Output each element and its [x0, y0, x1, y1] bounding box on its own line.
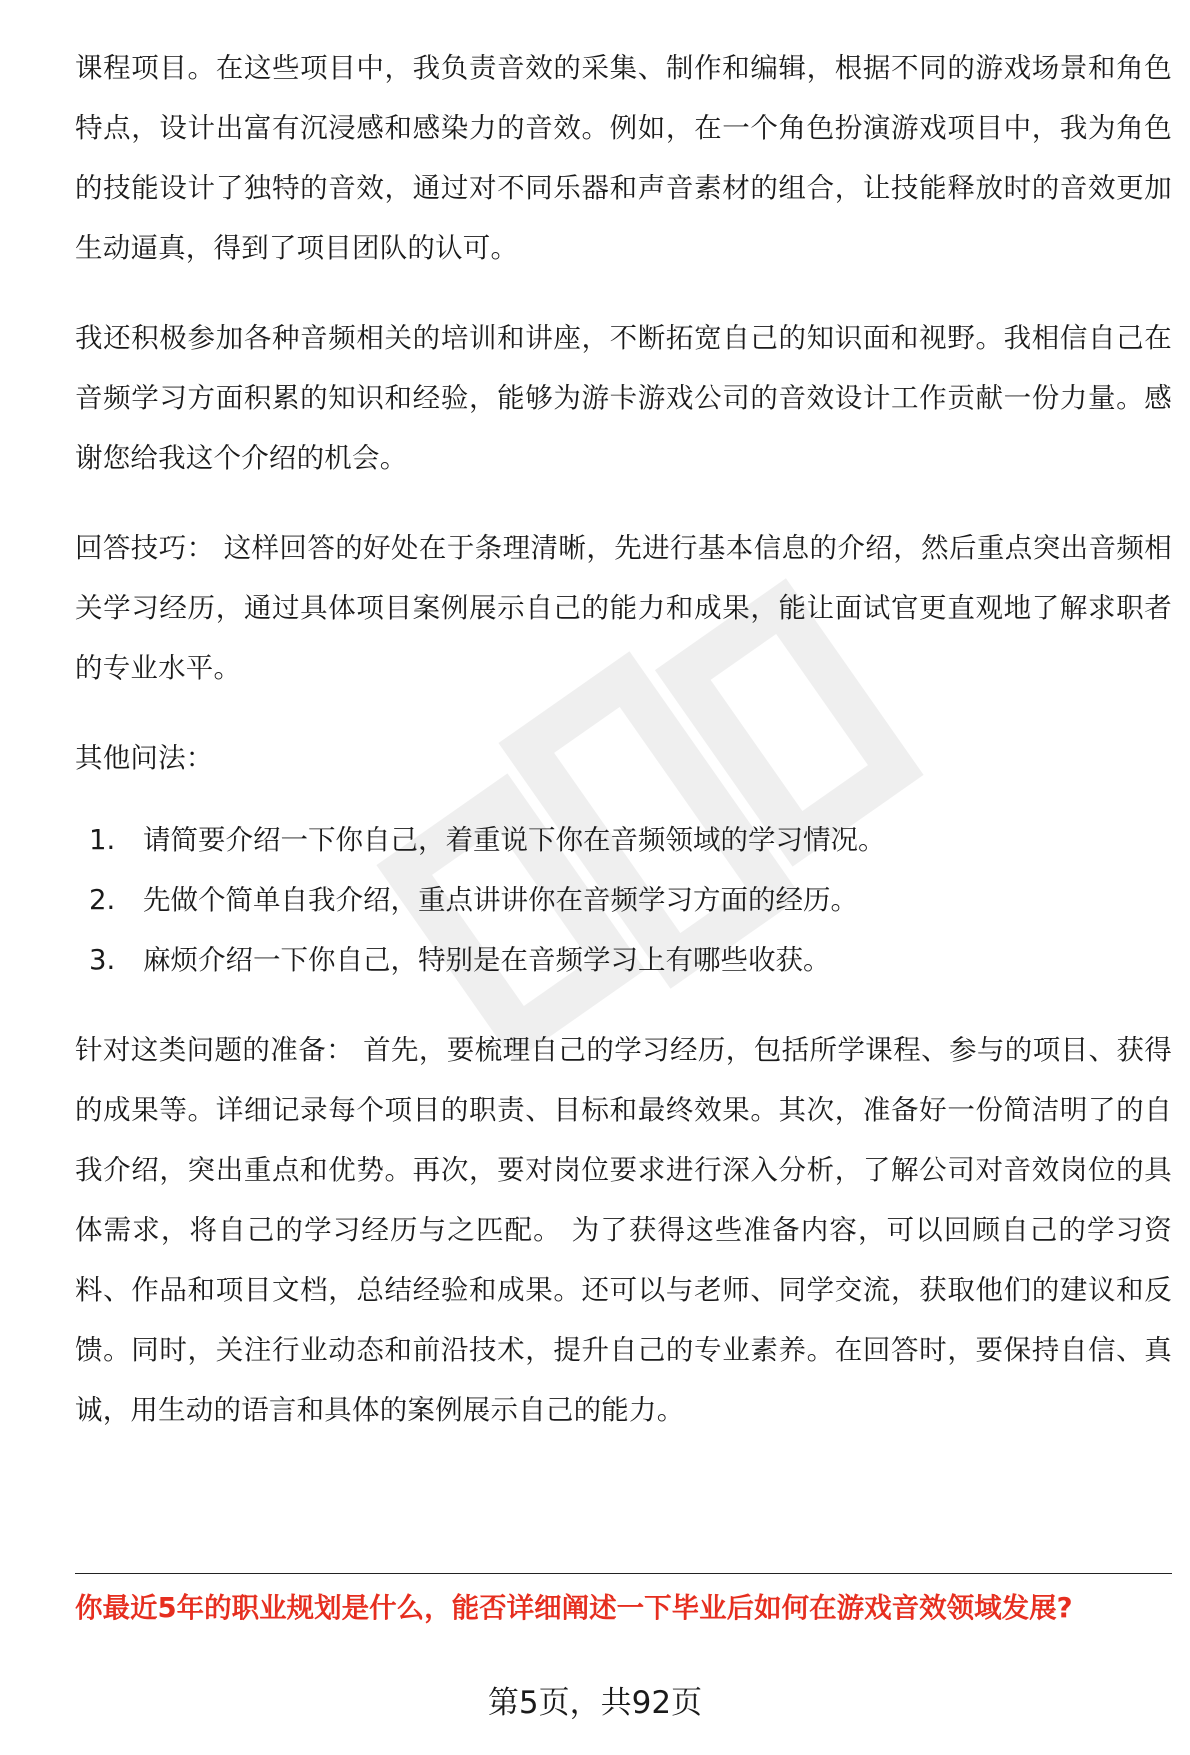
paragraph-training: 我还积极参加各种音频相关的培训和讲座，不断拓宽自己的知识面和视野。我相信自己在音频学习方面积累的知识和经验，能够为游卡游戏公司的音效设计工作贡献一份力量。感谢您给我这个介绍的机会。 [75, 322, 1172, 474]
list-item [75, 930, 1172, 990]
section-divider [75, 1573, 1172, 1574]
document-body [75, 38, 1172, 1470]
list-item-number: 2. [89, 884, 116, 916]
list-item-number: 1. [89, 824, 116, 856]
list-item [75, 810, 1172, 870]
page-footer: 第5页，共92页 [487, 1685, 703, 1721]
list-item-text: 麻烦介绍一下你自己，特别是在音频学习上有哪些收获。 [143, 944, 831, 976]
other-questions-list [75, 810, 1172, 990]
paragraph-answer-tips: 回答技巧： 这样回答的好处在于条理清晰，先进行基本信息的介绍，然后重点突出音频相关学习经历，通过具体项目案例展示自己的能力和成果，能让面试官更直观地了解求职者的专业水平。 [75, 532, 1172, 684]
paragraph-other-questions-heading: 其他问法： [75, 742, 214, 774]
paragraph-preparation: 针对这类问题的准备： 首先，要梳理自己的学习经历，包括所学课程、参与的项目、获得的成果等。详细记录每个项目的职责、目标和最终效果。其次，准备好一份简洁明了的自我介绍，突出重点和优势。再次，要对岗位要求进行深入分析，了解公司对音效岗位的具体需求，将自己的学习经历与之匹配。 为了获得这些准备内容，可以回顾自己的学习资料、作品和项目文档，总结经验和成果。还可以与老师、同学交流，获取他们的建议和反馈。同时，关注行业动态和前沿技术，提升自己的专业素养。在回答时，要保持自信、真诚，用生动的语言和具体的案例展示自己的能力。 [75, 1034, 1172, 1426]
list-item-text: 请简要介绍一下你自己，着重说下你在音频领域的学习情况。 [143, 824, 886, 856]
paragraph-project-experience: 课程项目。在这些项目中，我负责音效的采集、制作和编辑，根据不同的游戏场景和角色特点，设计出富有沉浸感和感染力的音效。例如，在一个角色扮演游戏项目中，我为角色的技能设计了独特的音效，通过对不同乐器和声音素材的组合，让技能释放时的音效更加生动逼真，得到了项目团队的认可。 [75, 52, 1172, 264]
list-item [75, 870, 1172, 930]
list-item-number: 3. [89, 944, 116, 976]
next-question-heading: 你最近5年的职业规划是什么，能否详细阐述一下毕业后如何在游戏音效领域发展? [75, 1592, 1073, 1624]
list-item-text: 先做个简单自我介绍，重点讲讲你在音频学习方面的经历。 [143, 884, 858, 916]
